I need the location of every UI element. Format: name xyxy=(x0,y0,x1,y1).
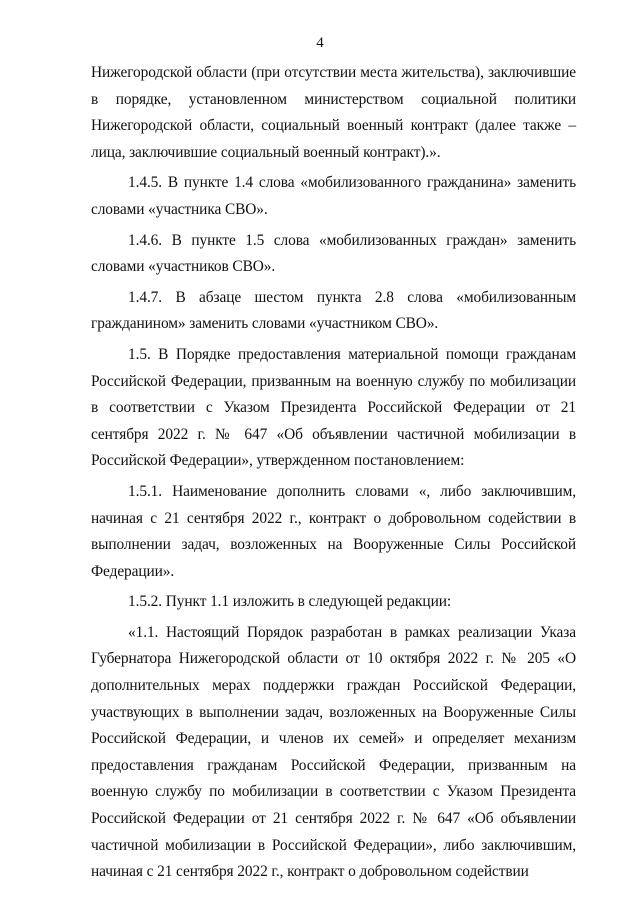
paragraph-1-4-5: 1.4.5. В пункте 1.4 слова «мобилизованного гражданина» заменить словами «участника СВО». xyxy=(91,174,576,218)
document-body xyxy=(91,60,576,886)
paragraph-1-5: 1.5. В Порядке предоставления материальной помощи гражданам Российской Федерации, призванным на военную службу по мобилизации в соответствии с Указом Президента Российской Федерации от 21 сентября 2022 г. № 647 «Об объявлении частичной мобилизации в Российской Федерации», утвержденном постановлением: xyxy=(91,345,576,470)
paragraph-1-4-6: 1.4.6. В пункте 1.5 слова «мобилизованных граждан» заменить словами «участников СВО». xyxy=(91,231,576,276)
paragraph-1-5-1: 1.5.1. Наименование дополнить словами «, либо заключившим, начиная с 21 сентября 2022 г., контракт о добровольном содействии в выполнении задач, возложенных на Вооруженные Силы Российской Федерации». xyxy=(91,482,576,580)
paragraph-1-5-2: 1.5.2. Пункт 1.1 изложить в следующей редакции: xyxy=(128,593,452,611)
paragraph-1-4-7: 1.4.7. В абзаце шестом пункта 2.8 слова «мобилизованным гражданином» заменить словами «участником СВО». xyxy=(91,288,576,333)
page-number: 4 xyxy=(316,35,324,51)
paragraph-1-1-quote: «1.1. Настоящий Порядок разработан в рамках реализации Указа Губернатора Нижегородской области от 10 октября 2022 г. № 205 «О дополнительных мерах поддержки граждан Российской Федерации, участвующих в выполнении задач, возложенных на Вооруженные Силы Российской Федерации, и членов их семей» и определяет механизм предоставления гражданам Российской Федерации, призванным на военную службу по мобилизации в соответствии с Указом Президента Российской Федерации от 21 сентября 2022 г. № 647 «Об объявлении частичной мобилизации в Российской Федерации», либо заключившим, начиная с 21 сентября 2022 г., контракт о добровольном содействии xyxy=(91,623,576,881)
paragraph-continuation: Нижегородской области (при отсутствии места жительства), заключившие в порядке, установленном министерством социальной политики Нижегородской области, социальный военный контракт (далее также – лица, заключившие социальный военный контракт).». xyxy=(91,64,576,161)
